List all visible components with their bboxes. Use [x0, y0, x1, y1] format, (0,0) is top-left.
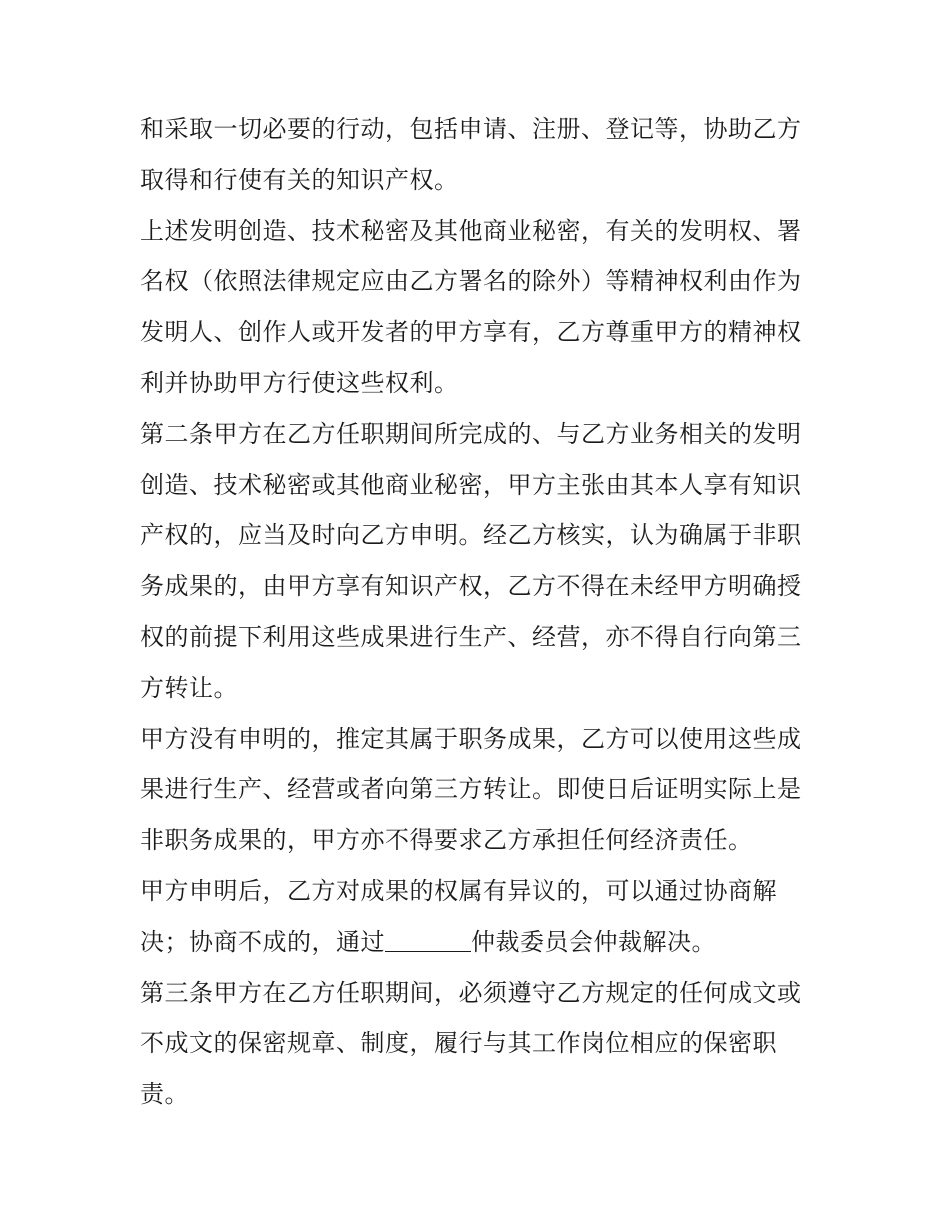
- text-line: 第二条甲方在乙方任职期间所完成的、与乙方业务相关的发明: [140, 419, 802, 448]
- fill-in-blank: [385, 927, 471, 952]
- text-line: 取得和行使有关的知识产权。: [140, 165, 459, 194]
- text-line: 果进行生产、经营或者向第三方转让。即使日后证明实际上是: [140, 775, 802, 804]
- document-body: [140, 104, 820, 1120]
- text-line: 非职务成果的，甲方亦不得要求乙方承担任何经济责任。: [140, 826, 753, 855]
- text-line: 甲方申明后，乙方对成果的权属有异议的，可以通过协商解: [140, 876, 777, 905]
- text-line: 发明人、创作人或开发者的甲方享有，乙方尊重甲方的精神权: [140, 318, 802, 347]
- text-line: 和采取一切必要的行动，包括申请、注册、登记等，协助乙方: [140, 115, 802, 143]
- text-line: 务成果的，由甲方享有知识产权，乙方不得在未经甲方明确授: [140, 572, 802, 601]
- text-line: 上述发明创造、技术秘密及其他商业秘密，有关的发明权、署: [140, 216, 802, 245]
- text-segment: 仲裁委员会仲裁解决。: [471, 927, 716, 956]
- text-line: 责。: [140, 1080, 189, 1109]
- text-line: 第三条甲方在乙方任职期间，必须遵守乙方规定的任何成文或: [140, 978, 802, 1007]
- text-line: 方转让。: [140, 673, 238, 702]
- text-line: 权的前提下利用这些成果进行生产、经营，亦不得自行向第三: [140, 622, 802, 651]
- text-segment: 决；协商不成的，通过: [140, 927, 385, 956]
- text-line: 产权的，应当及时向乙方申明。经乙方核实，认为确属于非职: [140, 521, 802, 550]
- text-line: 利并协助甲方行使这些权利。: [140, 368, 459, 397]
- text-line: 名权（依照法律规定应由乙方署名的除外）等精神权利由作为: [140, 267, 802, 296]
- text-line: 甲方没有申明的，推定其属于职务成果，乙方可以使用这些成: [140, 724, 802, 753]
- text-line-with-blank: [140, 917, 820, 968]
- text-line: 不成文的保密规章、制度，履行与其工作岗位相应的保密职: [140, 1029, 777, 1058]
- text-line: 创造、技术秘密或其他商业秘密，甲方主张由其本人享有知识: [140, 470, 802, 499]
